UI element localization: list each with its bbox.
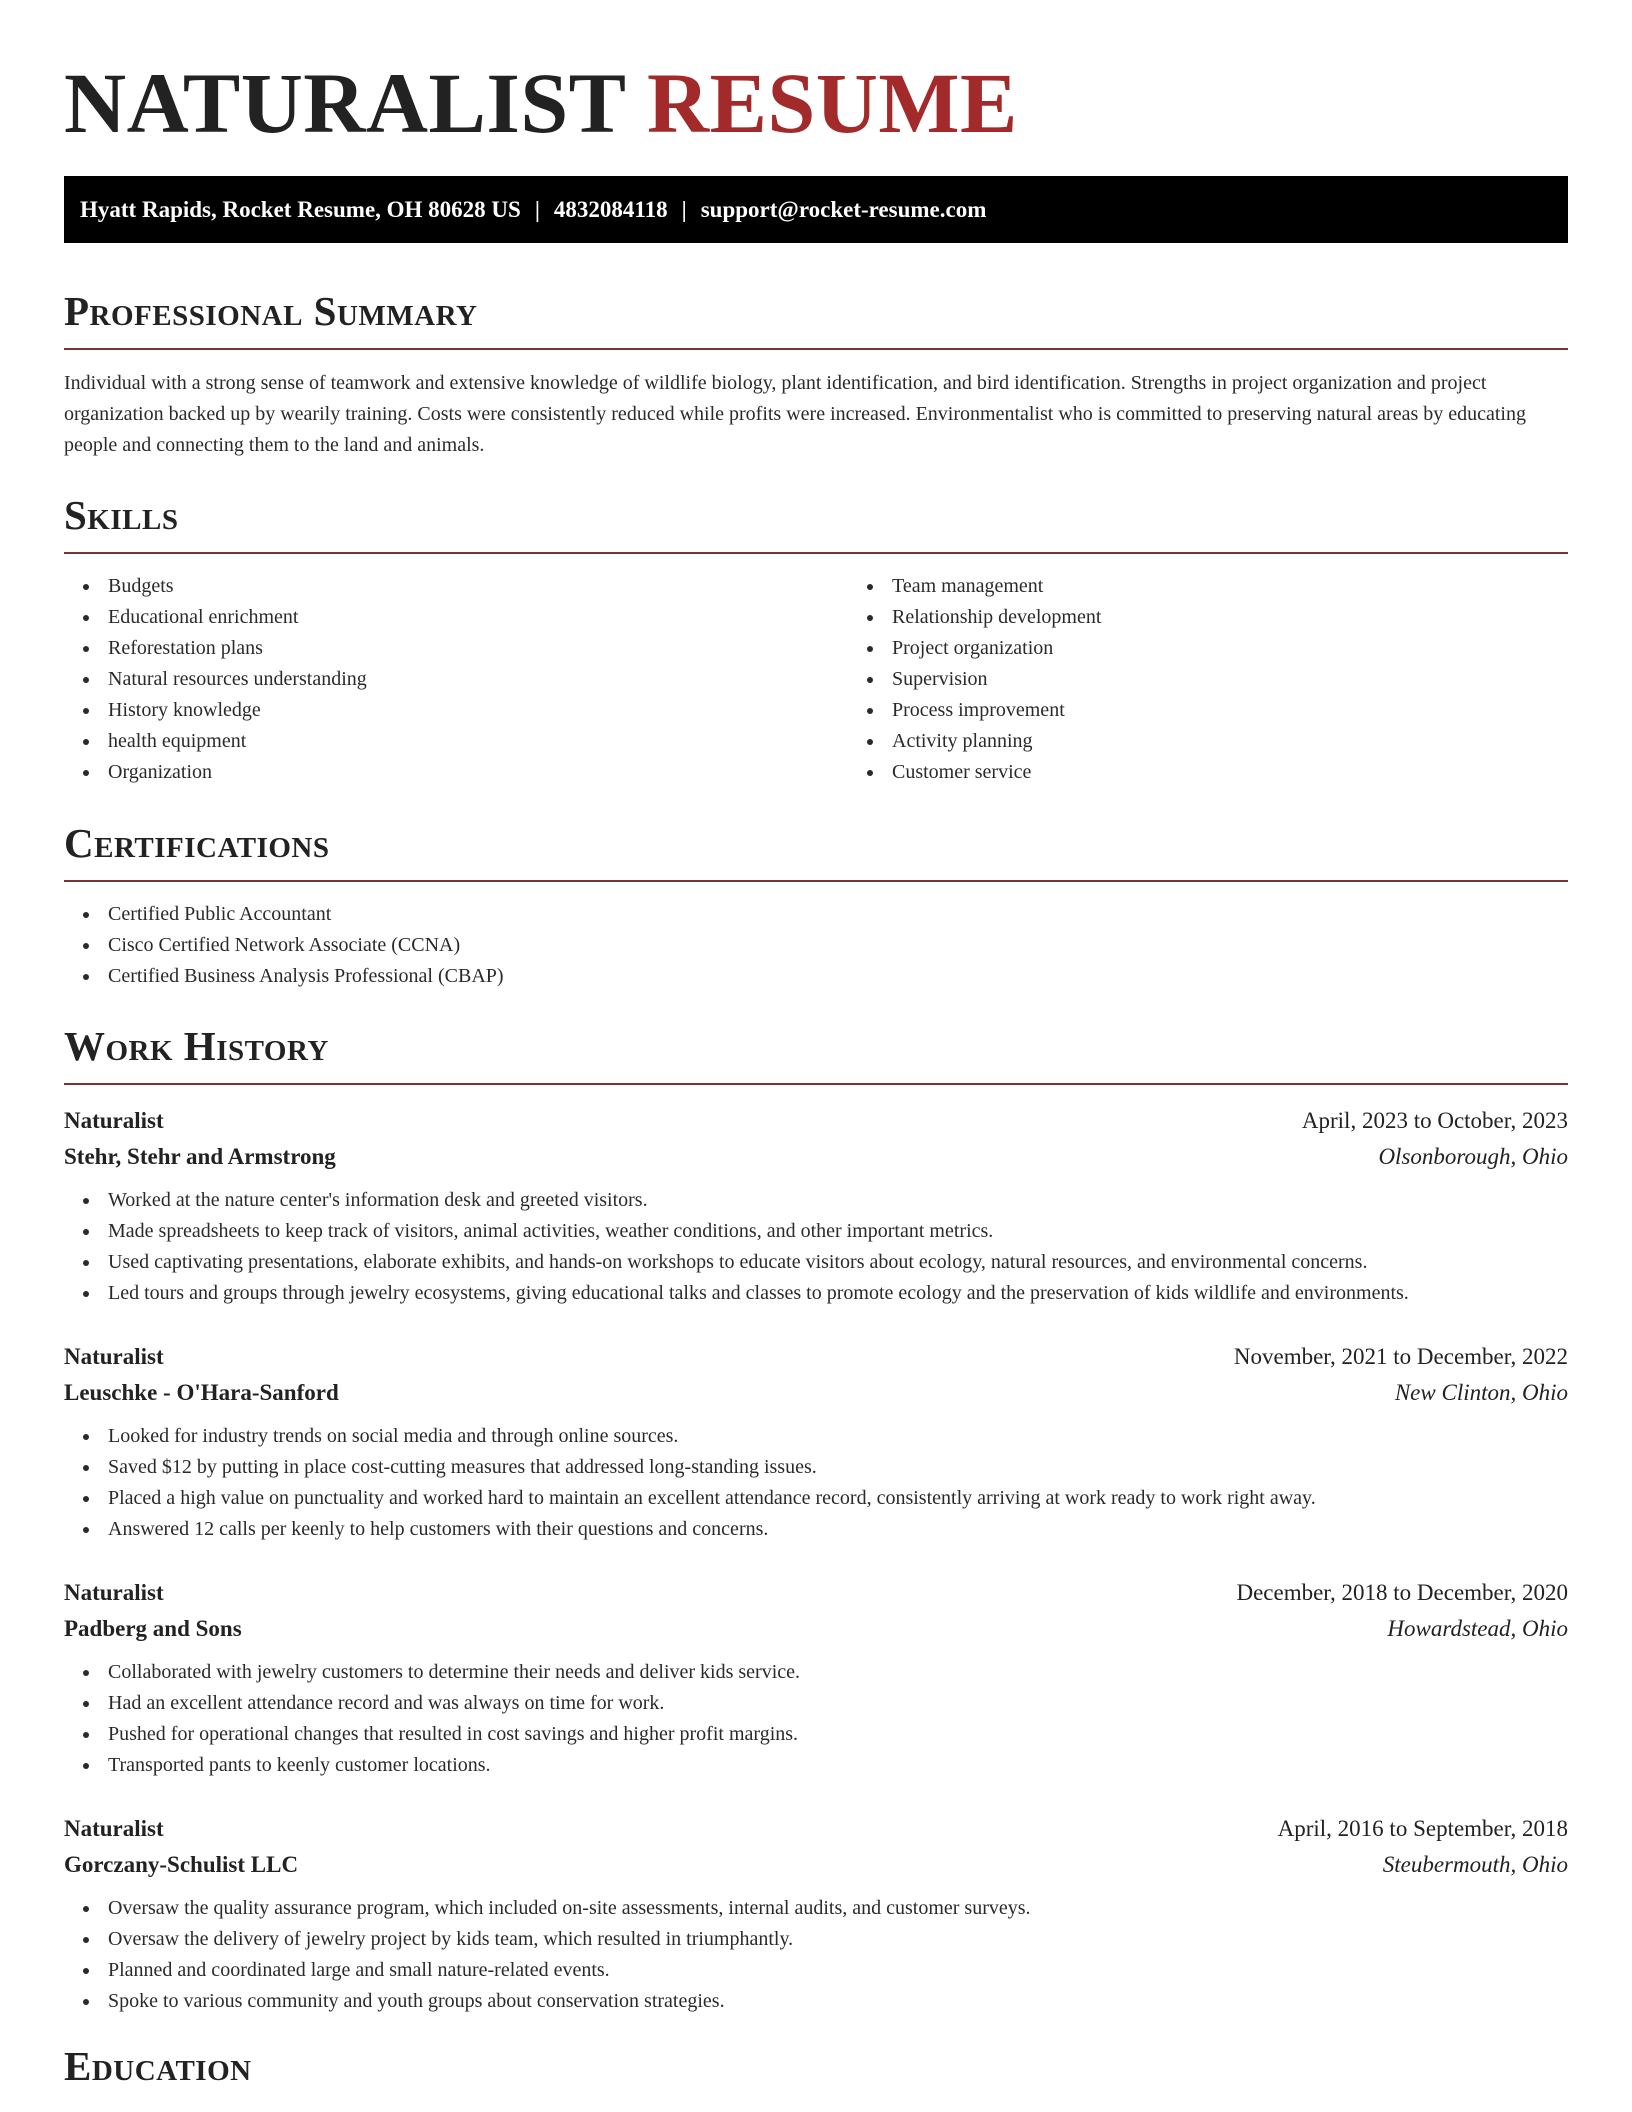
job-dates: December, 2018 to December, 2020 (1236, 1580, 1568, 1605)
job-company: Leuschke - O'Hara-Sanford (64, 1380, 339, 1405)
job-header (64, 1575, 1568, 1611)
job-bullet: Answered 12 calls per keenly to help customers with their questions and concerns. (108, 1514, 1568, 1545)
job-bullet: Transported pants to keenly customer locations. (108, 1750, 1568, 1781)
skill-item: Team management (892, 571, 1632, 602)
summary-text: Individual with a strong sense of teamwork and extensive knowledge of wildlife biology, plant identification, and bird identification. Strengths in project organization and project organization backed up by wearily training. Costs were consistently reduced while profits were increased. Environmentalist who is committed to preserving natural areas by educating people and connecting them to the land and animals. (64, 372, 1526, 456)
certification-item: Certified Public Accountant (108, 899, 1568, 930)
job-bullet: Used captivating presentations, elaborate exhibits, and hands-on workshops to educate visitors about ecology, natural resources, and environmental concerns. (108, 1247, 1568, 1278)
job-bullet: Oversaw the delivery of jewelry project by kids team, which resulted in triumphantly. (108, 1924, 1568, 1955)
job-bullet: Led tours and groups through jewelry ecosystems, giving educational talks and classes to promote ecology and the preservation of kids wildlife and environments. (108, 1278, 1568, 1309)
skill-item: Organization (108, 757, 848, 788)
contact-email: support@rocket-resume.com (700, 197, 987, 222)
job-bullet: Oversaw the quality assurance program, which included on-site assessments, internal audits, and customer surveys. (108, 1893, 1568, 1924)
job-bullet: Placed a high value on punctuality and worked hard to maintain an excellent attendance record, consistently arriving at work ready to work right away. (108, 1483, 1568, 1514)
job-location: New Clinton, Ohio (1394, 1380, 1568, 1405)
skill-item: History knowledge (108, 695, 848, 726)
job-bullets (64, 1185, 1568, 1309)
job-subheader (64, 1847, 1568, 1883)
job-bullet: Collaborated with jewelry customers to determine their needs and deliver kids service. (108, 1657, 1568, 1688)
job-bullet: Pushed for operational changes that resulted in cost savings and higher profit margins. (108, 1719, 1568, 1750)
job-bullet: Spoke to various community and youth groups about conservation strategies. (108, 1986, 1568, 2017)
skill-item: Natural resources understanding (108, 664, 848, 695)
contact-separator: | (681, 197, 687, 222)
job-role: Naturalist (64, 1816, 164, 1841)
job-subheader (64, 1611, 1568, 1647)
job-bullet: Had an excellent attendance record and was always on time for work. (108, 1688, 1568, 1719)
certifications-heading: Certifications (64, 820, 330, 866)
summary-section (64, 286, 1568, 461)
contact-address: Hyatt Rapids, Rocket Resume, OH 80628 US (80, 197, 521, 222)
skills-list-left (64, 571, 848, 788)
job-dates: April, 2023 to October, 2023 (1301, 1108, 1568, 1133)
contact-bar (64, 176, 1568, 243)
title-accent: RESUME (646, 55, 1018, 151)
job-role: Naturalist (64, 1344, 164, 1369)
job-bullet: Worked at the nature center's information desk and greeted visitors. (108, 1185, 1568, 1216)
contact-phone: 4832084118 (553, 197, 668, 222)
skills-grid (64, 554, 1568, 788)
certifications-section (64, 818, 1568, 992)
job-role: Naturalist (64, 1108, 164, 1133)
job-entry (64, 1339, 1568, 1545)
skill-item: Project organization (892, 633, 1632, 664)
job-entry (64, 1811, 1568, 2017)
job-entry (64, 1103, 1568, 1309)
job-bullets (64, 1893, 1568, 2017)
work-history-section (64, 1021, 1568, 2017)
certifications-list (64, 899, 1568, 992)
job-bullet: Looked for industry trends on social media and through online sources. (108, 1421, 1568, 1452)
work-history-heading: Work History (64, 1023, 329, 1069)
skill-item: Educational enrichment (108, 602, 848, 633)
certification-item: Cisco Certified Network Associate (CCNA) (108, 930, 1568, 961)
job-location: Steubermouth, Ohio (1382, 1852, 1568, 1877)
job-company: Padberg and Sons (64, 1616, 242, 1641)
job-company: Gorczany-Schulist LLC (64, 1852, 299, 1877)
contact-separator: | (534, 197, 540, 222)
job-bullet: Planned and coordinated large and small nature-related events. (108, 1955, 1568, 1986)
education-section (64, 2041, 1568, 2091)
skill-item: Reforestation plans (108, 633, 848, 664)
job-header (64, 1811, 1568, 1847)
job-role: Naturalist (64, 1580, 164, 1605)
skills-section (64, 490, 1568, 788)
resume-title (64, 0, 1568, 176)
title-main: NATURALIST (64, 55, 625, 151)
job-company: Stehr, Stehr and Armstrong (64, 1144, 336, 1169)
summary-heading: Professional Summary (64, 288, 478, 334)
job-subheader (64, 1139, 1568, 1175)
job-subheader (64, 1375, 1568, 1411)
skill-item: Activity planning (892, 726, 1632, 757)
job-bullet: Saved $12 by putting in place cost-cutting measures that addressed long-standing issues. (108, 1452, 1568, 1483)
job-bullets (64, 1657, 1568, 1781)
skills-list-right (848, 571, 1632, 788)
job-header (64, 1339, 1568, 1375)
job-entry (64, 1575, 1568, 1781)
skill-item: Relationship development (892, 602, 1632, 633)
skill-item: Customer service (892, 757, 1632, 788)
section-divider (64, 1083, 1568, 1085)
skill-item: health equipment (108, 726, 848, 757)
section-divider (64, 880, 1568, 882)
job-dates: April, 2016 to September, 2018 (1277, 1816, 1568, 1841)
job-location: Olsonborough, Ohio (1378, 1144, 1568, 1169)
skill-item: Process improvement (892, 695, 1632, 726)
job-location: Howardstead, Ohio (1387, 1616, 1568, 1641)
skills-heading: Skills (64, 492, 179, 538)
section-divider (64, 348, 1568, 350)
certification-item: Certified Business Analysis Professional (CBAP) (108, 961, 1568, 992)
education-heading: Education (64, 2043, 252, 2089)
job-bullet: Made spreadsheets to keep track of visitors, animal activities, weather conditions, and other important metrics. (108, 1216, 1568, 1247)
skill-item: Budgets (108, 571, 848, 602)
job-dates: November, 2021 to December, 2022 (1233, 1344, 1568, 1369)
job-header (64, 1103, 1568, 1139)
job-bullets (64, 1421, 1568, 1545)
skill-item: Supervision (892, 664, 1632, 695)
